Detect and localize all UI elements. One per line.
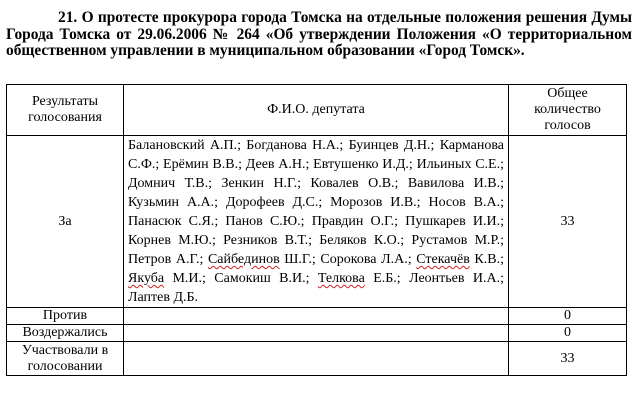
count-participated: 33: [509, 342, 627, 376]
names-text: М.И.; Самокиш В.И.;: [164, 271, 318, 286]
table-row-against: [7, 308, 627, 325]
names-text-flagged: Якуба: [128, 271, 165, 286]
names-text-flagged: Стекачёв: [416, 252, 470, 267]
count-for: 33: [509, 136, 627, 308]
row-label-abstained: Воздержались: [7, 325, 124, 342]
header-deputies: Ф.И.О. депутата: [124, 85, 509, 136]
table-row-for: [7, 136, 627, 308]
header-total-votes: Общее количество голосов: [509, 85, 627, 136]
names-text: К.В.;: [469, 252, 504, 267]
deputies-list-abstained: [124, 325, 509, 342]
names-text-flagged: Телкова: [317, 271, 365, 286]
header-results: Результаты голосования: [7, 85, 124, 136]
row-label-participated: Участвовали в голосовании: [7, 342, 124, 376]
row-label-against: Против: [7, 308, 124, 325]
table-header-row: [7, 85, 627, 136]
table-row-participated: [7, 342, 627, 376]
deputies-list-against: [124, 308, 509, 325]
count-abstained: 0: [509, 325, 627, 342]
names-text: Е.Б.; Леонтьев И.А.; Лаптев Д.Б.: [128, 271, 504, 305]
agenda-item-heading: 21. О протесте прокурора города Томска на отдельные положения решения Думы Города Томска от 29.06.2006 № 264 «Об утверждении Положения «О территориальном общественном управлении в муниципальном образовании «Город Томск».: [6, 9, 632, 59]
names-text-flagged: Сайбединов: [207, 252, 280, 267]
table-row-abstained: [7, 325, 627, 342]
deputies-list-for: [124, 136, 509, 308]
names-text: Ш.Г.; Сорокова Л.А.;: [279, 252, 417, 267]
names-text: Балановский А.П.; Богданова Н.А.; Буинцев Д.Н.; Карманова С.Ф.; Ерёмин В.В.; Деев А.Н.; Евтушенко И.Д.; Ильиных С.Е.; Домнич Т.В.; Зенкин Н.Г.; Ковалев О.В.; Вавилова И.В.; Кузьмин А.А.; Дорофеев Д.С.; Морозов И.В.; Носов В.А.; Панасюк С.Я.; Панов С.Ю.; Правдин О.Г.; Пушкарев И.И.; Корнев М.Ю.; Резников В.Т.; Беляков К.О.; Рустамов М.Р.; Петров А.Г.;: [128, 138, 504, 267]
row-label-for: За: [7, 136, 124, 308]
count-against: 0: [509, 308, 627, 325]
voting-results-table: [6, 84, 627, 376]
deputies-list-participated: [124, 342, 509, 376]
